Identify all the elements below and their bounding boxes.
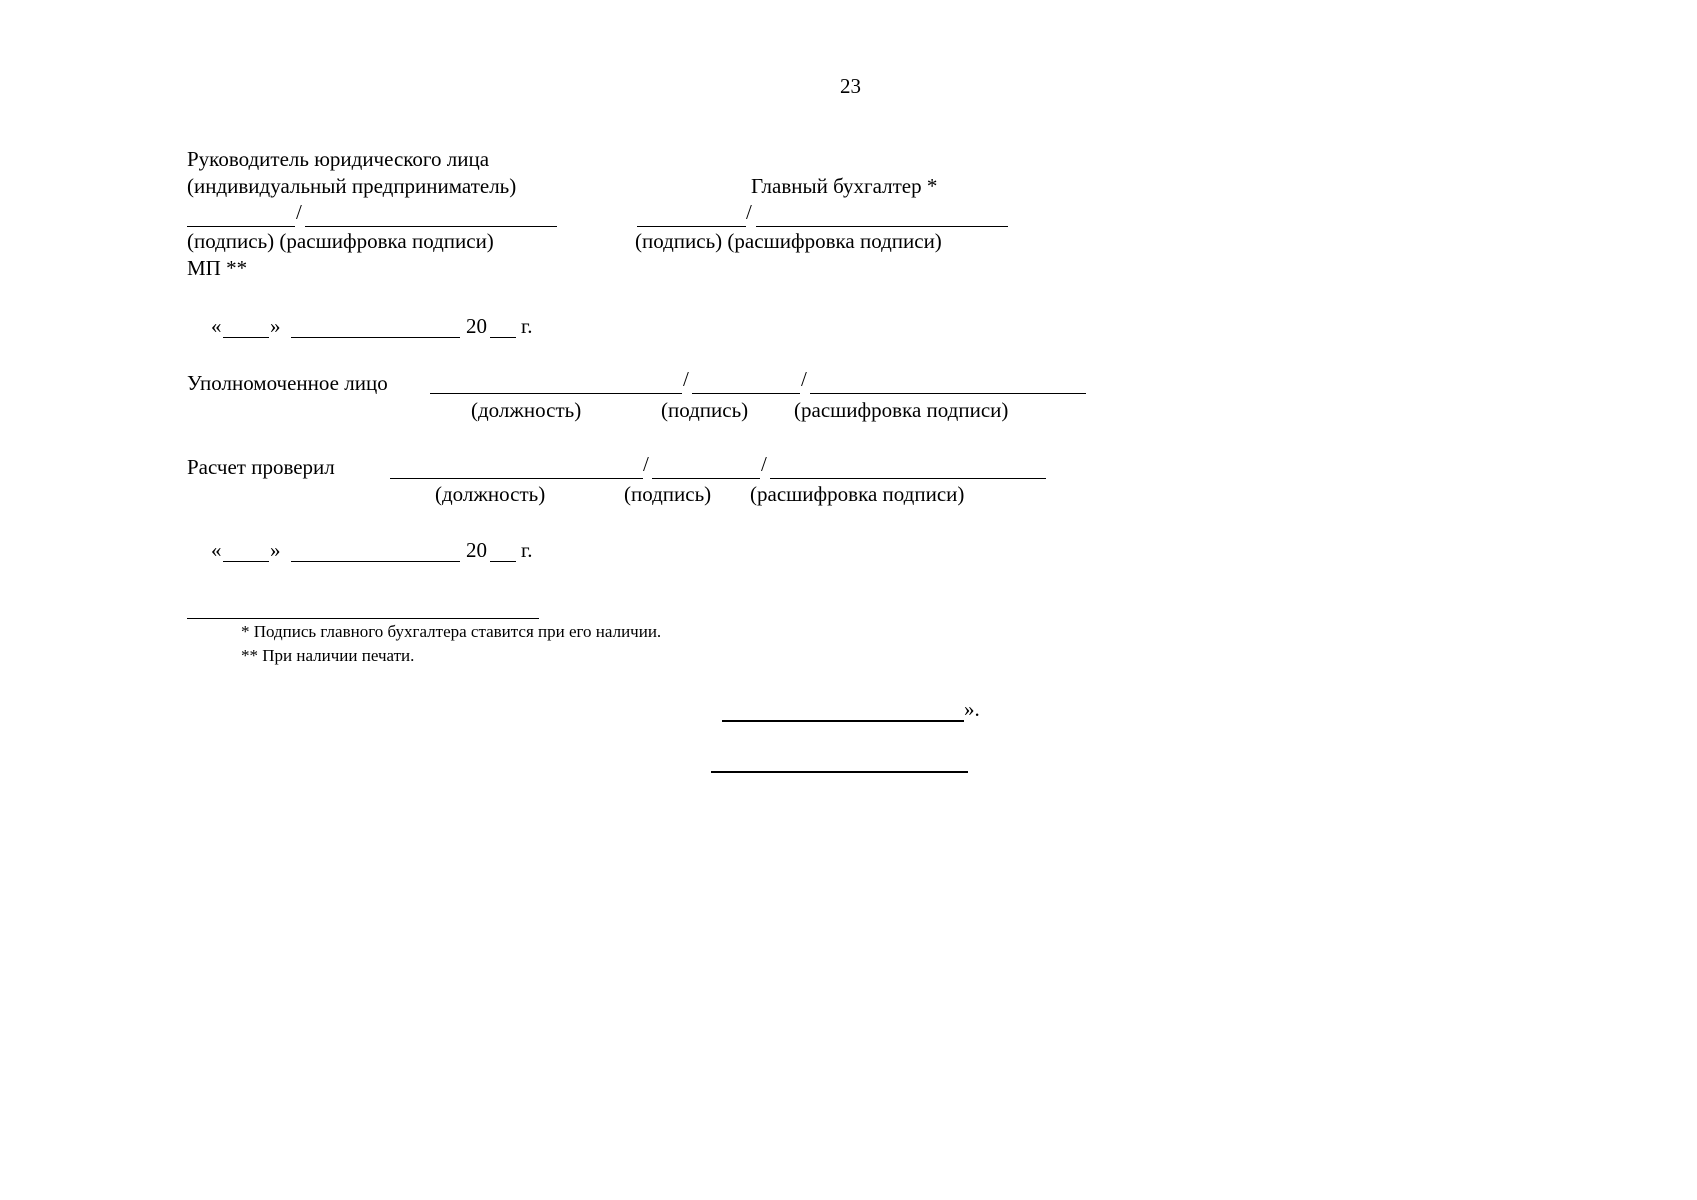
checked-position-line: [390, 478, 643, 479]
authorized-label: Уполномоченное лицо: [187, 371, 388, 395]
date1-year-suffix: г.: [521, 314, 533, 338]
checked-decoding-line: [770, 478, 1046, 479]
date1-year-prefix: 20: [466, 314, 487, 338]
closing-mark: ».: [964, 697, 980, 721]
date1-close-quote: »: [270, 314, 281, 338]
head-slash: /: [296, 200, 302, 224]
head-decoding-line: [305, 226, 557, 227]
date2-year-prefix: 20: [466, 538, 487, 562]
footnote-1: * Подпись главного бухгалтера ставится при его наличии.: [241, 622, 662, 641]
authorized-slash-2: /: [801, 367, 807, 391]
stamp-label: МП **: [187, 256, 248, 280]
page-number: 23: [840, 74, 861, 98]
authorized-position-line: [430, 393, 682, 394]
checked-label: Расчет проверил: [187, 455, 335, 479]
checked-slash-2: /: [761, 452, 767, 476]
closing-line: [722, 720, 964, 722]
authorized-slash-1: /: [683, 367, 689, 391]
chief-accountant-title: Главный бухгалтер *: [751, 174, 938, 198]
chief-accountant-caption: (подпись) (расшифровка подписи): [635, 229, 942, 253]
authorized-caption-signature: (подпись): [661, 398, 749, 422]
date2-day-line: [223, 561, 269, 562]
date1-day-line: [223, 337, 269, 338]
head-caption: (подпись) (расшифровка подписи): [187, 229, 494, 253]
authorized-caption-position: (должность): [471, 398, 582, 422]
head-title-line2: (индивидуальный предприниматель): [187, 174, 517, 198]
date2-year-suffix: г.: [521, 538, 533, 562]
head-signature-line: [187, 226, 295, 227]
chief-signature-line: [637, 226, 746, 227]
head-title-line1: Руководитель юридического лица: [187, 147, 490, 171]
footnote-2: ** При наличии печати.: [241, 646, 415, 665]
date2-month-line: [291, 561, 460, 562]
chief-decoding-line: [756, 226, 1008, 227]
date2-close-quote: »: [270, 538, 281, 562]
date2-year-line: [490, 561, 516, 562]
authorized-decoding-line: [810, 393, 1086, 394]
checked-caption-position: (должность): [435, 482, 546, 506]
date1-year-line: [490, 337, 516, 338]
footnote-separator: [187, 618, 539, 619]
checked-caption-signature: (подпись): [624, 482, 712, 506]
authorized-caption-decoding: (расшифровка подписи): [794, 398, 1009, 422]
date1-open-quote: «: [211, 314, 222, 338]
date1-month-line: [291, 337, 460, 338]
end-line: [711, 771, 968, 773]
checked-signature-line: [652, 478, 760, 479]
checked-caption-decoding: (расшифровка подписи): [750, 482, 965, 506]
date2-open-quote: «: [211, 538, 222, 562]
checked-slash-1: /: [643, 452, 649, 476]
chief-slash: /: [746, 200, 752, 224]
authorized-signature-line: [692, 393, 800, 394]
